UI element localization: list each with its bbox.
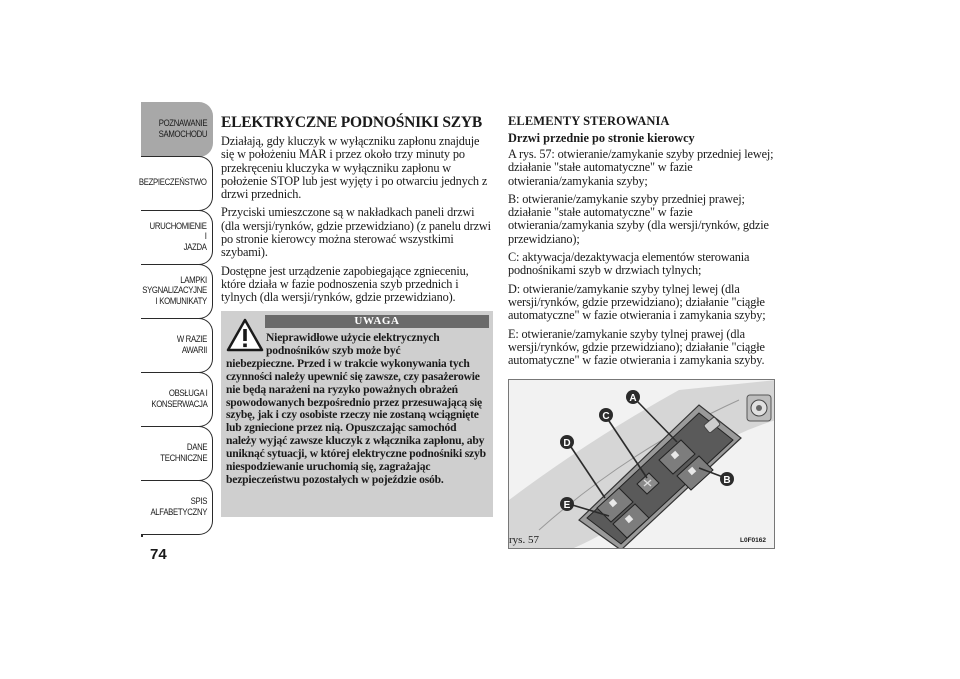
figure-caption: rys. 57 [509,534,539,546]
tab-w-razie-awarii[interactable] [141,318,213,373]
callout-d: D [563,438,571,449]
tab-obsluga-i-konserwacja[interactable] [141,372,213,427]
section-title: ELEMENTY STEROWANIA [508,114,670,128]
paragraph: Przyciski umieszczone są w nakładkach paneli drzwi (dla wersji/rynków, gdzie przewidziano) (z panelu drzwi po stronie kierowcy można sterować wszystkimi szybami). [221,205,491,260]
paragraph: Dostępne jest urządzenie zapobiegające zgnieceniu, które działa w fazie podnoszenia szyb przednich i tylnych (dla wersji/rynków, gdzie przewidziano). [221,263,469,305]
tab-label: POZNAWANIE SAMOCHODU [158,118,207,140]
tab-label: LAMPKI SYGNALIZACYJNE I KOMUNIKATY [142,274,207,307]
tab-label: DANE TECHNICZNE [160,442,207,464]
tab-bezpieczenstwo[interactable] [141,156,213,211]
figure-illustration [509,380,775,549]
page-number: 74 [150,546,167,563]
tab-spis-alfabetyczny[interactable] [141,480,213,535]
tab-label: W RAZIE AWARII [176,334,207,356]
tab-label: BEZPIECZEŃSTWO [139,177,207,189]
warning-text [226,332,489,487]
tab-label: OBSŁUGA I KONSERWACJA [150,388,207,410]
callout-e: E [563,500,571,511]
tab-uruchomienie-i-jazda[interactable] [141,210,213,265]
paragraph: E: otwieranie/zamykanie szyby tylnej prawej (dla wersji/rynków, gdzie przewidziano); działanie "ciągłe automatyczne" w fazie otwierania i zamykania szyby. [508,326,765,368]
window-switch-panel-figure [508,379,775,549]
tab-poznawanie-samochodu[interactable] [141,102,213,157]
section-subtitle: Drzwi przednie po stronie kierowcy [508,131,695,145]
paragraph: B: otwieranie/zamykanie szyby przedniej prawej; działanie "stałe automatyczne" w fazie otwierania/zamykania szyby (dla wersji/rynków, gdzie przewidziano); [508,191,769,246]
callout-b: B [723,475,731,486]
tab-label: SPIS ALFABETYCZNY [150,496,207,518]
callout-c: C [602,411,610,422]
tab-label: URUCHOMIENIE I JAZDA [149,220,207,253]
paragraph: Działają, gdy kluczyk w wyłączniku zapłonu znajduje się w położeniu MAR i przez około trzy minuty po przekręceniu kluczyka w wyłączniku zapłonu w położenie STOP lub jest wyjęty i po otwarciu jednych z drzwi przednich. [221,134,488,202]
warning-lead: Nieprawidłowe użycie elektrycznych podnośników szyb może być [266,331,440,357]
tab-lampki-sygnalizacyjne[interactable] [141,264,213,319]
paragraph: C: aktywacja/dezaktywacja elementów sterowania podnośnikami szyb w drzwiach tylnych; [508,250,750,278]
right-column [508,114,776,372]
paragraph: A rys. 57: otwieranie/zamykanie szyby przedniej lewej; działanie "stałe automatyczne" w fazie otwierania/zamykania szyby; [508,147,774,188]
warning-body: niebezpieczne. Przed i w trakcie wykonywania tych czynności należy upewnić się zawsze, czy pasażerowie nie będą narażeni na ryzyko poważnych obrażeń spowodowanych bezpośrednio przez przesuwającą się szybę, jak i czy osobiste rzeczy nie zostaną wciągnięte lub zgniecione przez nią. Opuszczając samochód należy wyjąć zawsze kluczyk z włącznika zapłonu, aby uniknąć sytuacji, w której elektryczne podnośniki szyb niespodziewanie uruchomią się, zagrażając bezpieczeństwu pozostałych w pojeździe osób. [226,356,486,486]
warning-box [221,311,493,517]
section-title: ELEKTRYCZNE PODNOŚNIKI SZYB [221,114,483,131]
warning-title: UWAGA [265,315,489,328]
left-column [221,114,493,310]
paragraph: D: otwieranie/zamykanie szyby tylnej lewej (dla wersji/rynków, gdzie przewidziano); działanie "ciągłe automatyczne" w fazie otwierania i zamykania szyby; [508,281,766,323]
figure-code: L0F0162 [740,537,767,544]
tab-dane-techniczne[interactable] [141,426,213,481]
callout-a: A [629,393,637,404]
